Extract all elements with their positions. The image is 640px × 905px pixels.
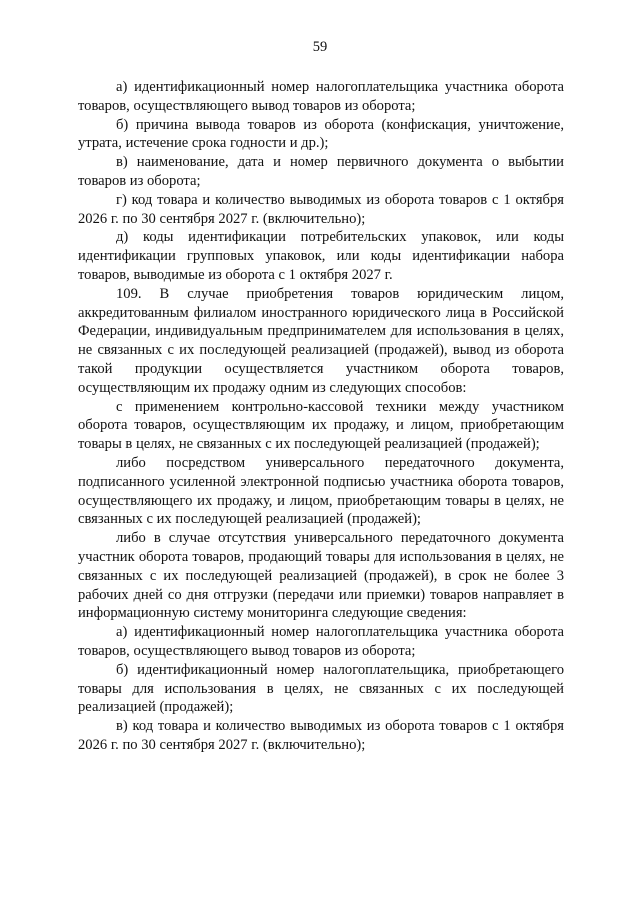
paragraph-cash-register-method: с применением контрольно-кассовой техники между участником оборота товаров, осуществляющим их продажу, и лицом, приобретающим товары в целях, не связанных с их последующей реализацией (продажей);	[78, 398, 564, 453]
paragraph-v-primary-document: в) наименование, дата и номер первичного документа о выбытии товаров из оборота;	[78, 154, 564, 189]
document-body	[78, 78, 564, 755]
paragraph-v-product-code-2: в) код товара и количество выводимых из оборота товаров с 1 октября 2026 г. по 30 сентября 2027 г. (включительно);	[78, 718, 564, 753]
paragraph-a-inn-seller: а) идентификационный номер налогоплательщика участника оборота товаров, осуществляющего вывод товаров из оборота;	[78, 79, 564, 114]
paragraph-g-product-code: г) код товара и количество выводимых из оборота товаров с 1 октября 2026 г. по 30 сентября 2027 г. (включительно);	[78, 191, 564, 227]
page-number: 59	[312, 39, 328, 55]
paragraph-b-inn-buyer: б) идентификационный номер налогоплательщика, приобретающего товары для использования в целях, не связанных с их последующей реализацией (продажей);	[78, 661, 564, 716]
paragraph-b-withdrawal-reason: б) причина вывода товаров из оборота (конфискация, уничтожение, утрата, истечение срока годности и др.);	[78, 116, 564, 152]
paragraph-109: 109. В случае приобретения товаров юридическим лицом, аккредитованным филиалом иностранного юридического лица в Российской Федерации, индивидуальным предпринимателем для использования в целях, не связанных с их последующей реализацией (продажей), вывод из оборота такой продукции осуществляется участником оборота товаров, осуществляющим их продажу одним из следующих способов:	[78, 285, 564, 396]
paragraph-d-identification-codes: д) коды идентификации потребительских упаковок, или коды идентификации групповых упаковок, или коды идентификации набора товаров, выводимые из оборота с 1 октября 2027 г.	[78, 229, 564, 283]
paragraph-a-inn-seller-2: а) идентификационный номер налогоплательщика участника оборота товаров, осуществляющего вывод товаров из оборота;	[78, 624, 564, 659]
paragraph-no-upd-method: либо в случае отсутствия универсального передаточного документа участник оборота товаров, продающий товары для использования в целях, не связанных с их последующей реализацией (продажей), в срок не более 3 рабочих дней со дня отгрузки (передачи или приемки) товаров направляет в информационную систему мониторинга следующие сведения:	[78, 530, 564, 622]
paragraph-upd-method: либо посредством универсального передаточного документа, подписанного усиленной электронной подписью участника оборота товаров, осуществляющего их продажу, и лицом, приобретающим товары в целях, не связанных с их последующей реализацией (продажей);	[78, 454, 564, 528]
